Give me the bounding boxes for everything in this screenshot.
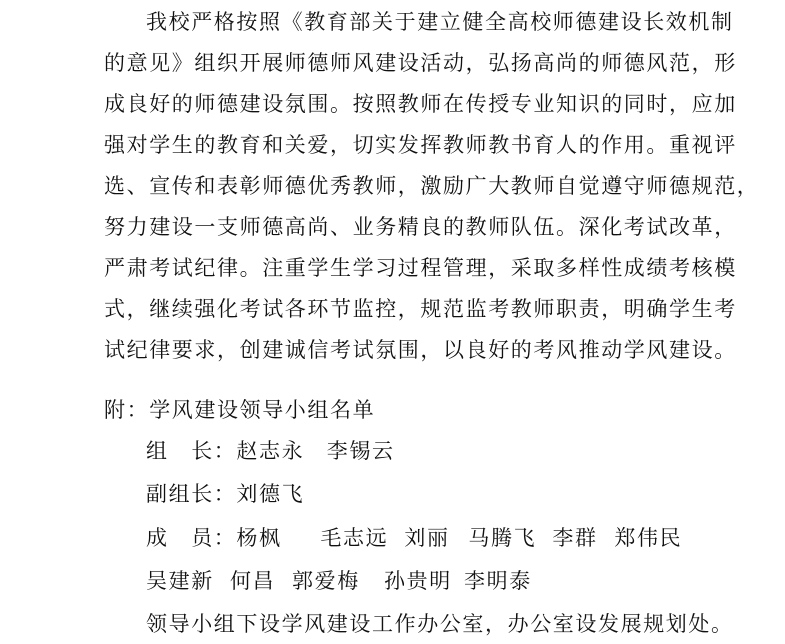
office-note: 领导小组下设学风建设工作办公室，办公室设发展规划处。 — [146, 612, 734, 636]
member-name: 何昌 — [230, 569, 276, 593]
member-name: 杨枫 — [236, 526, 282, 550]
paragraph-line-2: 的意见》组织开展师德师风建设活动，弘扬高尚的师德风范，形 — [104, 51, 737, 75]
member-name: 郑伟民 — [614, 526, 683, 550]
members-label: 成 员： — [146, 526, 237, 550]
member-name: 刘丽 — [404, 526, 450, 550]
group-leader-line: 组 长：赵志永 李锡云 — [146, 439, 395, 463]
paragraph-line-9: 试纪律要求，创建诚信考试氛围，以良好的考风推动学风建设。 — [104, 338, 737, 362]
paragraph-line-6: 努力建设一支师德高尚、业务精良的教师队伍。深化考试改革， — [104, 215, 737, 239]
members-line-1 — [146, 525, 704, 551]
member-name: 李群 — [552, 526, 598, 550]
paragraph-line-1: 我校严格按照《教育部关于建立健全高校师德建设长效机制 — [146, 10, 734, 34]
paragraph-line-7: 严肃考试纪律。注重学生学习过程管理，采取多样性成绩考核模 — [104, 256, 737, 280]
member-name: 吴建新 — [146, 569, 214, 593]
paragraph-line-3: 成良好的师德建设氛围。按照教师在传授专业知识的同时，应加 — [104, 92, 737, 116]
appendix-title: 附：学风建设领导小组名单 — [104, 398, 376, 422]
members-line-2 — [146, 568, 704, 594]
member-name: 李明泰 — [464, 569, 532, 593]
paragraph-line-4: 强对学生的教育和关爱，切实发挥教师教书育人的作用。重视评 — [104, 133, 737, 157]
paragraph-line-8: 式，继续强化考试各环节监控，规范监考教师职责，明确学生考 — [104, 297, 737, 321]
member-name: 郭爱梅 — [292, 569, 360, 593]
member-name: 孙贵明 — [384, 569, 452, 593]
paragraph-line-5: 选、宣传和表彰师德优秀教师，激励广大教师自觉遵守师德规范， — [104, 174, 760, 198]
member-name: 马腾飞 — [468, 526, 537, 550]
member-name: 毛志远 — [320, 526, 389, 550]
deputy-leader-line: 副组长：刘德飞 — [146, 482, 305, 506]
